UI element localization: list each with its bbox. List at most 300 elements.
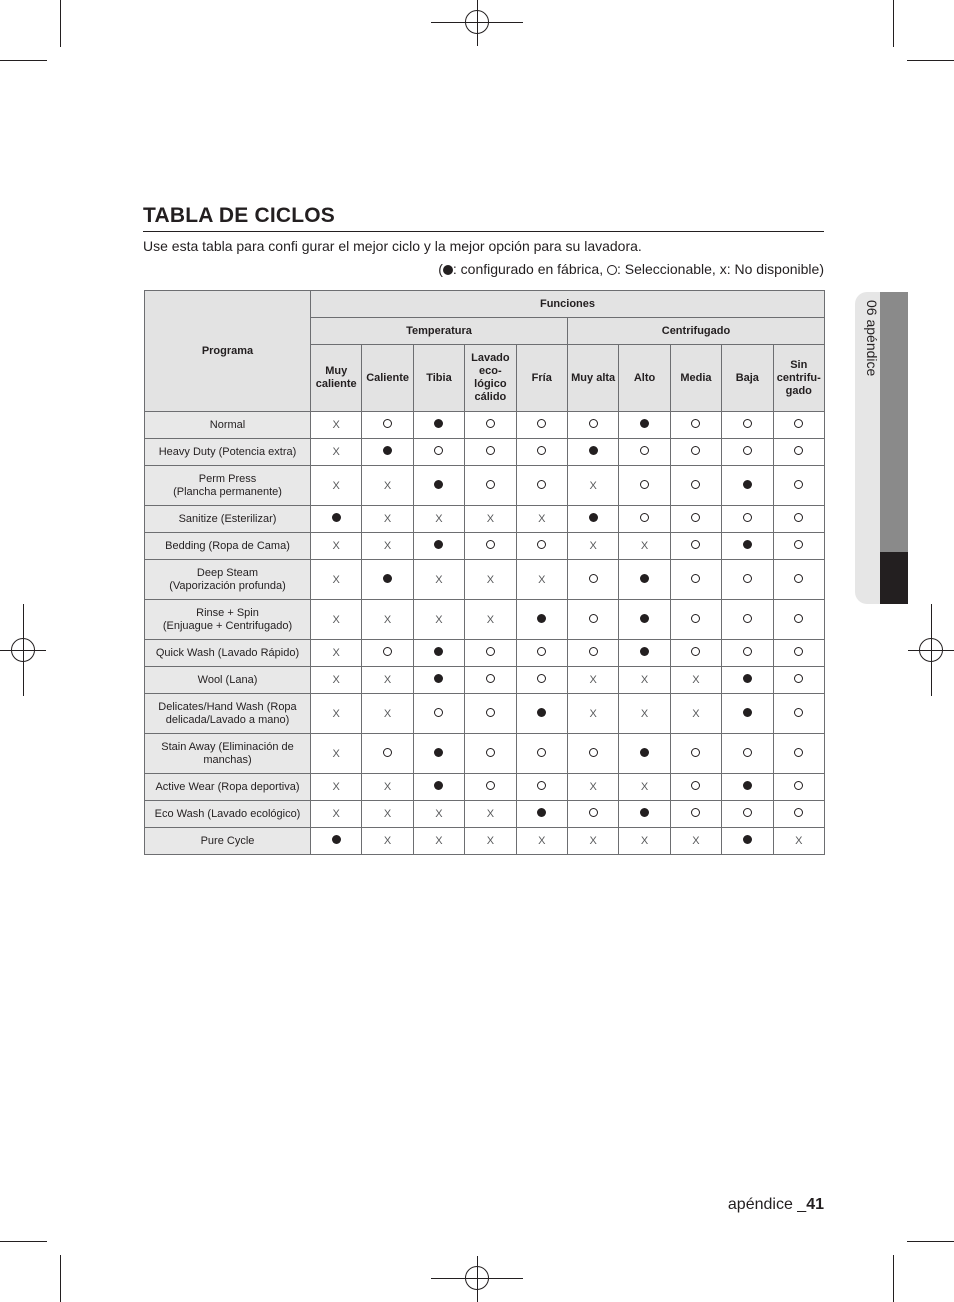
table-row xyxy=(145,533,825,560)
factory-default-cell xyxy=(722,466,773,506)
open-circle-icon xyxy=(691,446,700,455)
open-circle-icon xyxy=(537,419,546,428)
open-circle-icon xyxy=(589,808,598,817)
not-available-cell xyxy=(413,560,464,600)
table-row xyxy=(145,694,825,734)
not-available-cell xyxy=(311,439,362,466)
table-row xyxy=(145,774,825,801)
not-available-cell xyxy=(567,533,618,560)
filled-dot-icon xyxy=(640,574,649,583)
open-circle-icon xyxy=(383,419,392,428)
program-name: Sanitize (Esterilizar) xyxy=(145,506,311,533)
open-circle-icon xyxy=(743,748,752,757)
not-available-cell xyxy=(311,667,362,694)
factory-default-cell xyxy=(567,439,618,466)
section-tab-bar xyxy=(880,292,908,552)
x-mark: X xyxy=(486,513,495,525)
not-available-cell xyxy=(567,774,618,801)
x-mark: X xyxy=(383,479,392,492)
x-mark: X xyxy=(332,446,340,458)
not-available-cell xyxy=(773,828,824,855)
selectable-cell xyxy=(465,533,516,560)
selectable-cell xyxy=(670,466,721,506)
filled-dot-icon xyxy=(589,446,598,455)
selectable-cell xyxy=(567,560,618,600)
selectable-cell xyxy=(567,412,618,439)
selectable-cell xyxy=(516,640,567,667)
factory-default-cell xyxy=(413,667,464,694)
x-mark: X xyxy=(486,808,495,820)
selectable-cell xyxy=(722,439,773,466)
factory-default-cell xyxy=(619,412,670,439)
filled-dot-icon xyxy=(743,540,752,549)
selectable-cell xyxy=(722,640,773,667)
page-subtitle: Use esta tabla para confi gurar el mejor ciclo y la mejor opción para su lavadora. xyxy=(143,238,642,254)
selectable-cell xyxy=(516,533,567,560)
selectable-cell xyxy=(670,600,721,640)
crop-mark xyxy=(893,0,894,47)
not-available-cell xyxy=(311,466,362,506)
open-circle-icon xyxy=(486,446,495,455)
selectable-cell xyxy=(465,439,516,466)
factory-default-cell xyxy=(722,828,773,855)
selectable-cell xyxy=(567,801,618,828)
symbol-legend xyxy=(438,261,824,277)
open-circle-icon xyxy=(794,614,803,623)
selectable-cell xyxy=(362,640,413,667)
not-available-cell xyxy=(311,734,362,774)
open-circle-icon xyxy=(486,781,495,790)
open-circle-icon xyxy=(434,708,443,717)
selectable-cell xyxy=(670,439,721,466)
program-name: Pure Cycle xyxy=(145,828,311,855)
selectable-cell xyxy=(670,560,721,600)
filled-dot-icon xyxy=(434,419,443,428)
table-row xyxy=(145,734,825,774)
selectable-cell xyxy=(773,412,824,439)
x-mark: X xyxy=(435,513,443,525)
table-row xyxy=(145,560,825,600)
x-mark: X xyxy=(589,781,597,793)
selectable-cell xyxy=(670,734,721,774)
column-header: Lavado eco-lógico cálido xyxy=(465,345,516,412)
x-mark: X xyxy=(383,808,392,820)
crop-mark xyxy=(0,1241,47,1242)
selectable-cell xyxy=(670,801,721,828)
x-mark: X xyxy=(332,647,340,659)
not-available-cell xyxy=(311,694,362,734)
x-mark: X xyxy=(692,707,700,720)
selectable-cell xyxy=(516,412,567,439)
filled-dot-icon xyxy=(537,614,546,623)
filled-dot-icon xyxy=(743,674,752,683)
program-name: Wool (Lana) xyxy=(145,667,311,694)
x-mark: X xyxy=(538,513,546,525)
filled-dot-icon xyxy=(434,480,443,489)
selectable-cell xyxy=(670,640,721,667)
table-row xyxy=(145,466,825,506)
factory-default-cell xyxy=(362,560,413,600)
not-available-cell xyxy=(670,828,721,855)
selectable-cell xyxy=(722,801,773,828)
open-circle-icon xyxy=(434,446,443,455)
column-header: Fría xyxy=(516,345,567,412)
selectable-cell xyxy=(773,533,824,560)
x-mark: X xyxy=(538,835,546,847)
table-row xyxy=(145,667,825,694)
crop-mark xyxy=(907,1241,954,1242)
selectable-cell xyxy=(670,506,721,533)
selectable-cell xyxy=(722,560,773,600)
not-available-cell xyxy=(362,466,413,506)
open-circle-icon xyxy=(743,808,752,817)
selectable-cell xyxy=(516,667,567,694)
filled-dot-icon xyxy=(640,748,649,757)
program-name: Delicates/Hand Wash (Ropa delicada/Lavado a mano) xyxy=(145,694,311,734)
open-circle-icon xyxy=(383,647,392,656)
not-available-cell xyxy=(311,774,362,801)
not-available-cell xyxy=(465,828,516,855)
filled-dot-icon xyxy=(640,419,649,428)
filled-dot-icon xyxy=(640,614,649,623)
factory-default-cell xyxy=(413,640,464,667)
open-circle-icon xyxy=(794,419,803,428)
table-row xyxy=(145,600,825,640)
x-mark: X xyxy=(795,835,803,847)
open-circle-icon xyxy=(743,574,752,583)
factory-default-cell xyxy=(311,506,362,533)
factory-default-cell xyxy=(413,533,464,560)
not-available-cell xyxy=(311,412,362,439)
table-row xyxy=(145,801,825,828)
factory-default-cell xyxy=(413,734,464,774)
open-circle-icon xyxy=(589,647,598,656)
footer-section: apéndice _ xyxy=(727,1196,807,1213)
x-mark: X xyxy=(332,540,340,552)
factory-default-cell xyxy=(619,560,670,600)
crop-mark xyxy=(0,60,47,61)
not-available-cell xyxy=(413,506,464,533)
open-circle-icon xyxy=(743,419,752,428)
not-available-cell xyxy=(516,828,567,855)
open-circle-icon xyxy=(486,480,495,489)
selectable-cell xyxy=(773,640,824,667)
open-circle-icon xyxy=(691,808,700,817)
open-circle-icon xyxy=(691,647,700,656)
open-circle-icon xyxy=(691,540,700,549)
filled-dot-icon xyxy=(743,835,752,844)
not-available-cell xyxy=(465,801,516,828)
selectable-cell xyxy=(722,506,773,533)
open-circle-icon xyxy=(743,614,752,623)
selectable-cell xyxy=(773,774,824,801)
selectable-cell xyxy=(773,439,824,466)
factory-default-cell xyxy=(619,640,670,667)
x-mark: X xyxy=(640,707,649,720)
open-circle-icon xyxy=(589,614,598,623)
not-available-cell xyxy=(311,801,362,828)
not-available-cell xyxy=(619,828,670,855)
factory-default-cell xyxy=(722,533,773,560)
program-name: Stain Away (Eliminación de manchas) xyxy=(145,734,311,774)
open-circle-icon xyxy=(486,419,495,428)
filled-dot-icon xyxy=(743,480,752,489)
open-circle-icon xyxy=(794,574,803,583)
open-circle-icon xyxy=(794,446,803,455)
open-circle-icon xyxy=(486,748,495,757)
not-available-cell xyxy=(567,694,618,734)
crop-mark xyxy=(60,1255,61,1302)
x-mark: X xyxy=(332,674,340,686)
table-row xyxy=(145,439,825,466)
program-name: Rinse + Spin (Enjuague + Centrifugado) xyxy=(145,600,311,640)
not-available-cell xyxy=(567,828,618,855)
page-title: TABLA DE CICLOS xyxy=(143,204,824,232)
x-mark: X xyxy=(383,613,392,626)
not-available-cell xyxy=(311,640,362,667)
filled-dot-icon xyxy=(383,446,392,455)
x-mark: X xyxy=(435,808,443,820)
not-available-cell xyxy=(465,506,516,533)
x-mark: X xyxy=(332,613,340,626)
selectable-cell xyxy=(773,801,824,828)
x-mark: X xyxy=(640,781,649,793)
not-available-cell xyxy=(362,533,413,560)
open-circle-icon xyxy=(589,419,598,428)
selectable-cell xyxy=(670,412,721,439)
filled-dot-icon xyxy=(589,513,598,522)
selectable-cell xyxy=(722,412,773,439)
not-available-cell xyxy=(465,560,516,600)
not-available-cell xyxy=(362,506,413,533)
program-name: Perm Press (Plancha permanente) xyxy=(145,466,311,506)
factory-default-cell xyxy=(722,667,773,694)
factory-default-cell xyxy=(619,600,670,640)
section-tab-marker xyxy=(880,552,908,604)
open-circle-icon xyxy=(589,574,598,583)
open-circle-icon xyxy=(691,480,700,489)
program-name: Deep Steam (Vaporización profunda) xyxy=(145,560,311,600)
selectable-cell xyxy=(773,734,824,774)
filled-dot-icon xyxy=(434,647,443,656)
x-mark: X xyxy=(640,540,649,552)
x-mark: X xyxy=(589,479,597,492)
selectable-cell xyxy=(619,439,670,466)
open-circle-icon xyxy=(589,748,598,757)
registration-mark xyxy=(919,638,943,662)
legend-ring-text: : Seleccionable, x: No disponible) xyxy=(616,261,824,277)
table-row xyxy=(145,506,825,533)
not-available-cell xyxy=(619,774,670,801)
not-available-cell xyxy=(619,694,670,734)
open-circle-icon xyxy=(537,674,546,683)
filled-dot-icon xyxy=(434,540,443,549)
x-mark: X xyxy=(383,781,392,793)
factory-default-cell xyxy=(311,828,362,855)
factory-default-cell xyxy=(413,412,464,439)
factory-default-cell xyxy=(567,506,618,533)
filled-dot-icon xyxy=(537,808,546,817)
registration-mark xyxy=(11,638,35,662)
filled-dot-icon xyxy=(743,708,752,717)
program-name: Eco Wash (Lavado ecológico) xyxy=(145,801,311,828)
open-circle-icon xyxy=(794,480,803,489)
factory-default-cell xyxy=(413,774,464,801)
open-circle-icon xyxy=(537,647,546,656)
x-mark: X xyxy=(383,513,392,525)
filled-dot-icon xyxy=(332,835,341,844)
open-circle-icon xyxy=(486,540,495,549)
selectable-cell xyxy=(567,734,618,774)
not-available-cell xyxy=(567,667,618,694)
column-header: Muy alta xyxy=(567,345,618,412)
x-mark: X xyxy=(383,707,392,720)
open-circle-icon xyxy=(691,781,700,790)
program-name: Heavy Duty (Potencia extra) xyxy=(145,439,311,466)
not-available-cell xyxy=(362,600,413,640)
not-available-cell xyxy=(516,506,567,533)
x-mark: X xyxy=(435,835,443,847)
open-circle-icon xyxy=(486,708,495,717)
open-circle-icon xyxy=(486,647,495,656)
not-available-cell xyxy=(362,774,413,801)
not-available-cell xyxy=(465,600,516,640)
program-name: Active Wear (Ropa deportiva) xyxy=(145,774,311,801)
cycle-table xyxy=(144,290,825,855)
open-circle-icon xyxy=(537,446,546,455)
open-circle-icon xyxy=(383,748,392,757)
factory-default-cell xyxy=(413,466,464,506)
column-header: Media xyxy=(670,345,721,412)
not-available-cell xyxy=(413,801,464,828)
open-circle-icon xyxy=(537,748,546,757)
open-circle-icon xyxy=(743,513,752,522)
open-circle-icon xyxy=(640,446,649,455)
program-name: Quick Wash (Lavado Rápido) xyxy=(145,640,311,667)
program-name: Normal xyxy=(145,412,311,439)
open-circle-icon xyxy=(794,647,803,656)
open-circle-icon xyxy=(691,574,700,583)
selectable-cell xyxy=(516,466,567,506)
x-mark: X xyxy=(589,540,597,552)
x-mark: X xyxy=(589,674,597,686)
selectable-cell xyxy=(773,667,824,694)
column-header: Alto xyxy=(619,345,670,412)
page-number: 41 xyxy=(806,1196,824,1213)
registration-mark xyxy=(465,10,489,34)
not-available-cell xyxy=(311,533,362,560)
program-name: Bedding (Ropa de Cama) xyxy=(145,533,311,560)
column-header: Caliente xyxy=(362,345,413,412)
column-header: Baja xyxy=(722,345,773,412)
factory-default-cell xyxy=(516,694,567,734)
x-mark: X xyxy=(589,835,597,847)
column-header: Tibia xyxy=(413,345,464,412)
open-circle-icon xyxy=(743,647,752,656)
not-available-cell xyxy=(362,667,413,694)
open-circle-icon xyxy=(537,540,546,549)
factory-default-cell xyxy=(722,694,773,734)
selectable-cell xyxy=(465,640,516,667)
spin-header: Centrifugado xyxy=(567,318,824,345)
selectable-cell xyxy=(670,774,721,801)
open-circle-icon xyxy=(691,419,700,428)
factory-default-cell xyxy=(619,801,670,828)
not-available-cell xyxy=(516,560,567,600)
open-circle-icon xyxy=(486,674,495,683)
x-mark: X xyxy=(692,835,700,847)
selectable-cell xyxy=(722,600,773,640)
not-available-cell xyxy=(619,533,670,560)
not-available-cell xyxy=(670,694,721,734)
selectable-cell xyxy=(362,734,413,774)
selectable-cell xyxy=(413,694,464,734)
selectable-cell xyxy=(619,466,670,506)
factory-default-cell xyxy=(516,801,567,828)
functions-header: Funciones xyxy=(311,291,825,318)
x-mark: X xyxy=(383,540,392,552)
x-mark: X xyxy=(486,573,495,586)
not-available-cell xyxy=(619,667,670,694)
selectable-cell xyxy=(773,600,824,640)
selectable-cell xyxy=(773,466,824,506)
x-mark: X xyxy=(332,419,340,431)
selectable-cell xyxy=(465,694,516,734)
not-available-cell xyxy=(311,600,362,640)
x-mark: X xyxy=(383,674,392,686)
selectable-cell xyxy=(516,774,567,801)
not-available-cell xyxy=(311,560,362,600)
open-circle-icon xyxy=(691,748,700,757)
x-mark: X xyxy=(486,613,495,626)
section-tab-label: 06 apéndice xyxy=(864,300,880,377)
open-circle-icon xyxy=(537,480,546,489)
filled-dot-icon xyxy=(383,574,392,583)
selectable-cell xyxy=(567,600,618,640)
not-available-cell xyxy=(362,694,413,734)
x-mark: X xyxy=(383,835,392,847)
filled-dot-icon xyxy=(434,781,443,790)
open-circle-icon xyxy=(691,614,700,623)
factory-default-cell xyxy=(722,774,773,801)
crop-mark xyxy=(893,1255,894,1302)
open-circle-icon xyxy=(794,808,803,817)
open-circle-icon xyxy=(794,781,803,790)
selectable-cell xyxy=(362,412,413,439)
x-mark: X xyxy=(332,479,340,492)
x-mark: X xyxy=(332,573,340,586)
x-mark: X xyxy=(486,835,495,847)
x-mark: X xyxy=(332,781,340,793)
not-available-cell xyxy=(670,667,721,694)
x-mark: X xyxy=(692,674,700,686)
selectable-cell xyxy=(465,466,516,506)
factory-default-cell xyxy=(516,600,567,640)
column-header: Sin centrifu-gado xyxy=(773,345,824,412)
selectable-cell xyxy=(516,734,567,774)
crop-mark xyxy=(907,60,954,61)
crop-mark xyxy=(60,0,61,47)
open-circle-icon xyxy=(743,446,752,455)
table-row xyxy=(145,640,825,667)
open-circle-icon xyxy=(640,513,649,522)
selectable-cell xyxy=(567,640,618,667)
not-available-cell xyxy=(362,828,413,855)
selectable-cell xyxy=(773,560,824,600)
table-row xyxy=(145,412,825,439)
selectable-cell xyxy=(465,734,516,774)
x-mark: X xyxy=(640,674,649,686)
